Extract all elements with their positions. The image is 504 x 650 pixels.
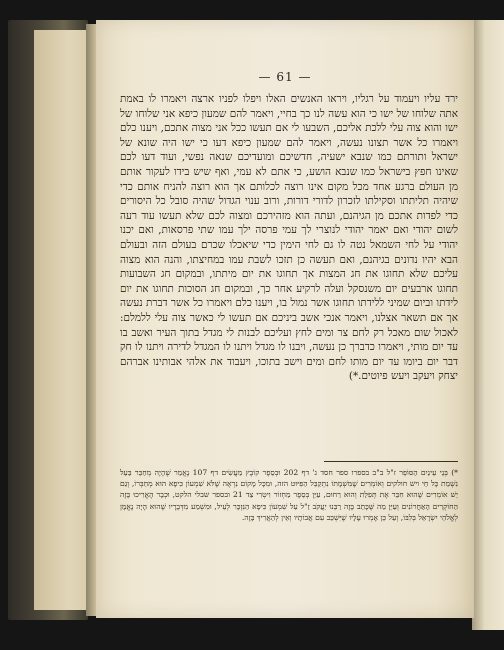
- main-text: [120, 92, 458, 384]
- footnote: [120, 467, 458, 523]
- book-right-page-edge: [472, 20, 504, 630]
- page-number: — 61 —: [258, 70, 312, 84]
- footnote-paragraph: *) בְּנֵי עֵינַיִם הַסּוֹפֵר ז"ל ב"ב בספרו ספר חסד ג' דף 202 וּבְסֵפֶר קוֹבֶץ מַעֲשִׂים דף 107 נֶאֱמַר שֶׁהָיָה מְחַבֵּר בַּעַל נִשְׁמַת כָּל חַי ויש חולקים וְאוֹמְרִים שֶׁמִּשְׁמָתוֹ נִתְקַבֵּל הַפִּיּוּט הזה, וּמִכָּל מָקוֹם נִרְאֶה שֶׁלֹּא שִׁמְעוֹן כִּיפָא הוּא מְחַבְּרוֹ, וְגַם יֵשׁ אוֹמְרִים שֶׁהוּא חִבֵּר אֶת תְּפִלַּת וְהוּא רַחוּם, עַיֵּן בְּסֵפֶר מַחְזוֹר וִיטְרִי צַד 21 ובספר שבלי הלקט, וּכְבָר הֶאֱרִיכוּ בָּזֶה הַחוֹקְרִים הָאַחֲרוֹנִים וְעַיֵּן מַה שֶּׁכָּתַב בָּזֶה רַבֵּנוּ יַעֲקֹב זַ"ל עַל שִׁמְעוֹן כִּיפָא הַנִּזְכָּר לְעֵיל, וּמִשְׁמַע מִדְּבָרָיו שֶׁהוּא הָיָה נֶאֱמָן לְאֱלֹהֵי יִשְׂרָאֵל בְּלִבּוֹ, וְעַל כֵּן אָמְרוּ עָלָיו שֶׁיִּשְׁכַּב עִם אֲבוֹתָיו וְאֵין לְהַאֲרִיךְ בָּזֶה.: [120, 468, 458, 522]
- footnote-divider: [324, 461, 458, 462]
- main-paragraph: ירד עליו ויעמוד על רגליו, ויראו האנשים האלו ויפלו לפניו ארצה ויאמרו לו באמת אתה שלוחו של ישו כי הוא עשה לנו כך בחיי, ויאמר להם שמעון כיפא אני שלוחו של ישו והוא צוה עלי ללכת אליכם, השבעו לי אם תעשו ככל אני מצוה אתכם, ויענו כלם ויאמרו כל אשר תצונו נעשה, ויאמר להם שמעון כיפא דעו כי ישו היה שונא של ישראל ותורתם כמו שנבא ישעיה, חדשיכם ומועדיכם שנאה נפשי, ועוד דעו לכם שאינו חפץ בישראל כמו שנבא הושע, כי אתם לא עמי, ואף שיש בידו לעקור אותם מן העולם ברגע אחד מכל מקום אינו רוצה לכלותם אך הוא רוצה להניח אותם כדי שיהיה תליתתו וסקילתו לזכרון לדורי דורות, ורוב ענוי הגדול שהיה סובל כל היסורים כדי לפדות אתכם מן הגיהנם, ועתה הוא מזהירכם ומצוה לכם שלא תעשו עוד רעה לשום יהודי ואם יאמר יהודי לנוצרי לך עמי פרסה ילך עמו שתי פרסאות, ואם יכנו יהודי על לחי השמאל נטה לו גם לחי הימין כדי שיאכלו שכרם בעולם הזה ובעולם הבא יהיו נדונים בגיהנם, ואם תעשה כן תזכו לשבת עמו במחיצתו, והנה הוא מצוה עליכם שלא תחוגו את חג המצות אך תחוגו את יום מיתתו, ובמקום חג השבועות תחוגו ארבעים יום משנסקל ועלה לרקיע אחר כך, ובמקום חג הסוכות תחוגו את יום לידתו וביום שמיני ללידתו תחוגו אשר נמול בו, ויענו כלם ויאמרו כל אשר דברת נעשה אך אם תשאר אצלנו, ויאמר אנכי אשב ביניכם אם תעשו לי כאשר צוה עלי ללמלם: לאכול שום מאכל רק לחם צר ומים לחץ ועליכם לבנות לי מגדל בתוך העיר ואשב בו עד יום מותי, ויאמרו כדברך כן נעשה, ויבנו לו מגדל ויתנו לו המגדל לדירה ויתנו לו חק דבר יום ביומו עד יום מותו לחם ומים וישב בתוכו, ויעבוד את אלהי אבותינו אברהם יצחק ויעקב ויעש פיוטים.*): [120, 93, 458, 383]
- book-page: [96, 20, 474, 618]
- book-left-page-edge: [34, 30, 92, 610]
